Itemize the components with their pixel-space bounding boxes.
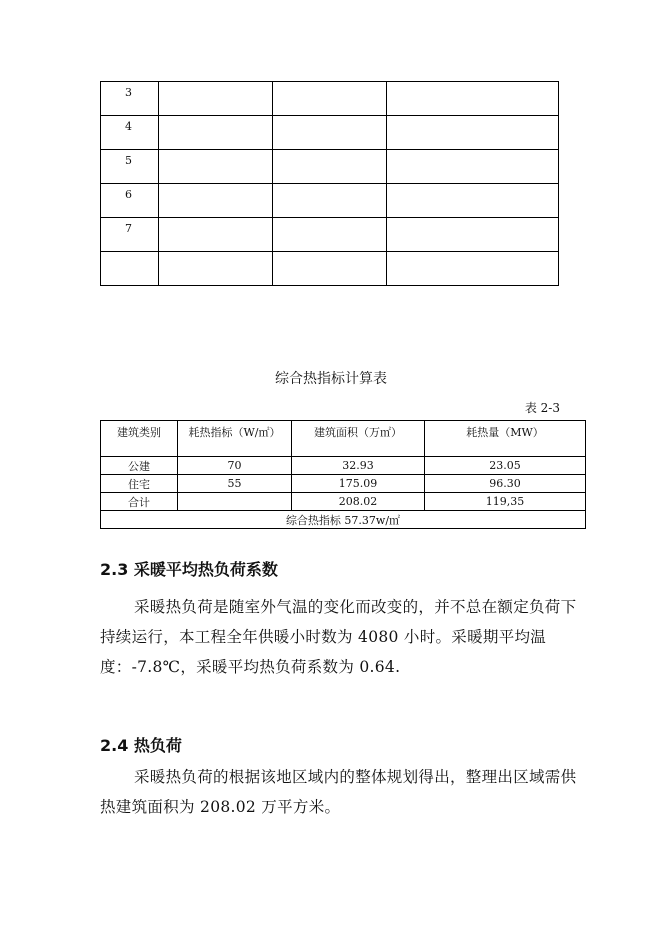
- section-heading-2-4: 2.4 热负荷: [100, 736, 182, 755]
- row-number: [101, 258, 125, 262]
- table-footer-row: [101, 511, 586, 529]
- table-cell: 208.02: [292, 493, 425, 511]
- table-cell: 70: [178, 457, 292, 475]
- table-cell: 23.05: [425, 457, 586, 475]
- table-row: [101, 252, 559, 286]
- table-cell: 住宅: [101, 475, 178, 493]
- row-number: 4: [125, 120, 132, 133]
- table-cell: [178, 493, 292, 511]
- column-header: 耗热指标（W/㎡）: [178, 421, 292, 457]
- heat-index-table: [100, 420, 586, 529]
- column-header: 建筑类别: [101, 421, 178, 457]
- table-row: [101, 218, 559, 252]
- table-number: 表 2-3: [524, 401, 560, 415]
- table-cell: 119,35: [425, 493, 586, 511]
- table-cell: 合计: [101, 493, 178, 511]
- table-row: [101, 475, 586, 493]
- row-number: 6: [125, 188, 132, 201]
- section-paragraph-2-4: 采暖热负荷的根据该地区域内的整体规划得出，整理出区域需供热建筑面积为 208.02 万平方米。: [100, 768, 577, 816]
- table-cell: 96.30: [425, 475, 586, 493]
- row-number: 5: [125, 154, 132, 167]
- section-paragraph-2-3: 采暖热负荷是随室外气温的变化而改变的，并不总在额定负荷下持续运行，本工程全年供暖小时数为 4080 小时。采暖期平均温度：-7.8℃，采暖平均热负荷系数为 0.64.: [100, 598, 577, 676]
- table-cell: 175.09: [292, 475, 425, 493]
- table-row: [101, 116, 559, 150]
- section-heading-2-3: 2.3 采暖平均热负荷系数: [100, 560, 278, 579]
- top-table: [100, 81, 559, 286]
- table-footer-cell: 综合热指标 57.37w/㎡: [101, 511, 586, 529]
- table-row: [101, 493, 586, 511]
- table-row: [101, 82, 559, 116]
- row-number: 7: [125, 222, 132, 235]
- table-caption: 综合热指标计算表: [275, 371, 387, 387]
- column-header: 建筑面积（万㎡）: [292, 421, 425, 457]
- table-header-row: [101, 421, 586, 457]
- table-row: [101, 457, 586, 475]
- table-cell: 32.93: [292, 457, 425, 475]
- table-row: [101, 184, 559, 218]
- row-number: 3: [125, 86, 132, 99]
- table-row: [101, 150, 559, 184]
- column-header: 耗热量（MW）: [425, 421, 586, 457]
- table-cell: 公建: [101, 457, 178, 475]
- table-cell: 55: [178, 475, 292, 493]
